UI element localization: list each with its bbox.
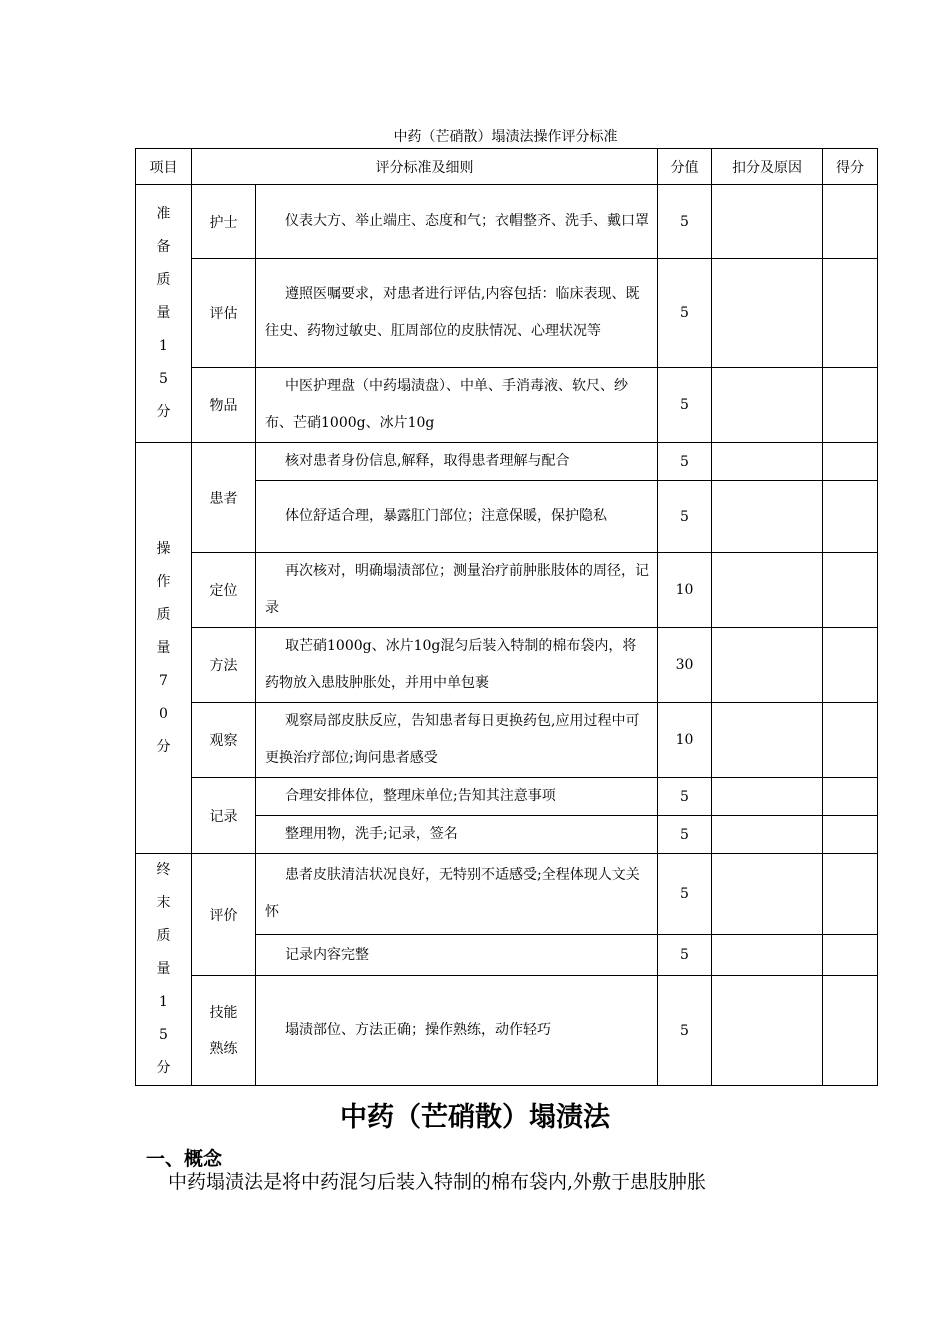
- deduction-cell: [712, 703, 823, 778]
- deduction-cell: [712, 628, 823, 703]
- deduction-cell: [712, 185, 823, 259]
- result-cell: [823, 703, 878, 778]
- scoring-table: [135, 148, 878, 1086]
- score-cell: 10: [658, 553, 712, 628]
- deduction-cell: [712, 778, 823, 816]
- deduction-cell: [712, 935, 823, 976]
- score-cell: 5: [658, 854, 712, 935]
- header-item: 项目: [136, 149, 192, 185]
- subcategory-cell: 定位: [192, 553, 256, 628]
- criteria-cell: 观察局部皮肤反应，告知患者每日更换药包,应用过程中可更换治疗部位;询问患者感受: [256, 703, 658, 778]
- criteria-cell: 体位舒适合理，暴露肛门部位；注意保暖，保护隐私: [256, 481, 658, 553]
- category-label: 准备质量15分: [156, 206, 171, 420]
- score-cell: 5: [658, 976, 712, 1086]
- table-row: [136, 854, 878, 935]
- subcategory-cell: [192, 976, 256, 1086]
- score-cell: 5: [658, 481, 712, 553]
- result-cell: [823, 553, 878, 628]
- section-heading: 一、概念: [146, 1148, 223, 1170]
- table-row: [136, 185, 878, 259]
- table-row: [136, 703, 878, 778]
- header-deduction: 扣分及原因: [712, 149, 823, 185]
- criteria-cell: 取芒硝1000g、冰片10g混匀后装入特制的棉布袋内，将药物放入患肢肿胀处，并用中单包裹: [256, 628, 658, 703]
- deduction-cell: [712, 976, 823, 1086]
- result-cell: [823, 481, 878, 553]
- header-score: 分值: [658, 149, 712, 185]
- subcategory-cell: 评价: [192, 854, 256, 976]
- score-cell: 5: [658, 185, 712, 259]
- document-title: 中药（芒硝散）塌渍法: [340, 1102, 610, 1133]
- score-cell: 5: [658, 443, 712, 481]
- score-cell: 30: [658, 628, 712, 703]
- criteria-cell: 合理安排体位，整理床单位;告知其注意事项: [256, 778, 658, 816]
- subcategory-cell: 记录: [192, 778, 256, 854]
- score-cell: 5: [658, 259, 712, 368]
- category-label: 终末质量15分: [156, 862, 171, 1076]
- result-cell: [823, 443, 878, 481]
- table-caption: 中药（芒硝散）塌渍法操作评分标准: [393, 129, 618, 145]
- result-cell: [823, 854, 878, 935]
- table-row: [136, 553, 878, 628]
- deduction-cell: [712, 443, 823, 481]
- header-row: [136, 149, 878, 185]
- criteria-cell: 记录内容完整: [256, 935, 658, 976]
- subcategory-cell: 护士: [192, 185, 256, 259]
- result-cell: [823, 259, 878, 368]
- score-cell: 5: [658, 778, 712, 816]
- subcategory-cell: 评估: [192, 259, 256, 368]
- result-cell: [823, 935, 878, 976]
- body-paragraph: 中药塌渍法是将中药混匀后装入特制的棉布袋内,外敷于患肢肿胀: [168, 1171, 707, 1193]
- criteria-cell: 核对患者身份信息,解释，取得患者理解与配合: [256, 443, 658, 481]
- header-criteria: 评分标准及细则: [192, 149, 658, 185]
- score-cell: 5: [658, 816, 712, 854]
- subcategory-cell: 物品: [192, 368, 256, 443]
- result-cell: [823, 816, 878, 854]
- criteria-cell: 仪表大方、举止端庄、态度和气；衣帽整齐、洗手、戴口罩: [256, 185, 658, 259]
- result-cell: [823, 778, 878, 816]
- score-cell: 5: [658, 368, 712, 443]
- subcategory-label: 技能熟练: [209, 1004, 238, 1057]
- criteria-cell: 中医护理盘（中药塌渍盘）、中单、手消毒液、软尺、纱布、芒硝1000g、冰片10g: [256, 368, 658, 443]
- deduction-cell: [712, 259, 823, 368]
- deduction-cell: [712, 816, 823, 854]
- criteria-cell: 整理用物，洗手;记录，签名: [256, 816, 658, 854]
- criteria-cell: 塌渍部位、方法正确；操作熟练，动作轻巧: [256, 976, 658, 1086]
- category-cell: [136, 443, 192, 854]
- deduction-cell: [712, 368, 823, 443]
- table-row: [136, 628, 878, 703]
- table-row: [136, 976, 878, 1086]
- table-row: [136, 443, 878, 481]
- deduction-cell: [712, 553, 823, 628]
- score-cell: 5: [658, 935, 712, 976]
- category-cell: [136, 185, 192, 443]
- criteria-cell: 遵照医嘱要求，对患者进行评估,内容包括：临床表现、既往史、药物过敏史、肛周部位的皮肤情况、心理状况等: [256, 259, 658, 368]
- criteria-cell: 再次核对，明确塌渍部位；测量治疗前肿胀肢体的周径，记录: [256, 553, 658, 628]
- result-cell: [823, 368, 878, 443]
- category-label: 操作质量70分: [156, 540, 171, 755]
- subcategory-cell: 观察: [192, 703, 256, 778]
- deduction-cell: [712, 481, 823, 553]
- table-row: [136, 778, 878, 816]
- category-cell: [136, 854, 192, 1086]
- table-row: [136, 368, 878, 443]
- result-cell: [823, 628, 878, 703]
- deduction-cell: [712, 854, 823, 935]
- subcategory-cell: 患者: [192, 443, 256, 553]
- subcategory-cell: 方法: [192, 628, 256, 703]
- result-cell: [823, 976, 878, 1086]
- criteria-cell: 患者皮肤清洁状况良好，无特别不适感受;全程体现人文关怀: [256, 854, 658, 935]
- table-row: [136, 259, 878, 368]
- result-cell: [823, 185, 878, 259]
- header-result: 得分: [823, 149, 878, 185]
- score-cell: 10: [658, 703, 712, 778]
